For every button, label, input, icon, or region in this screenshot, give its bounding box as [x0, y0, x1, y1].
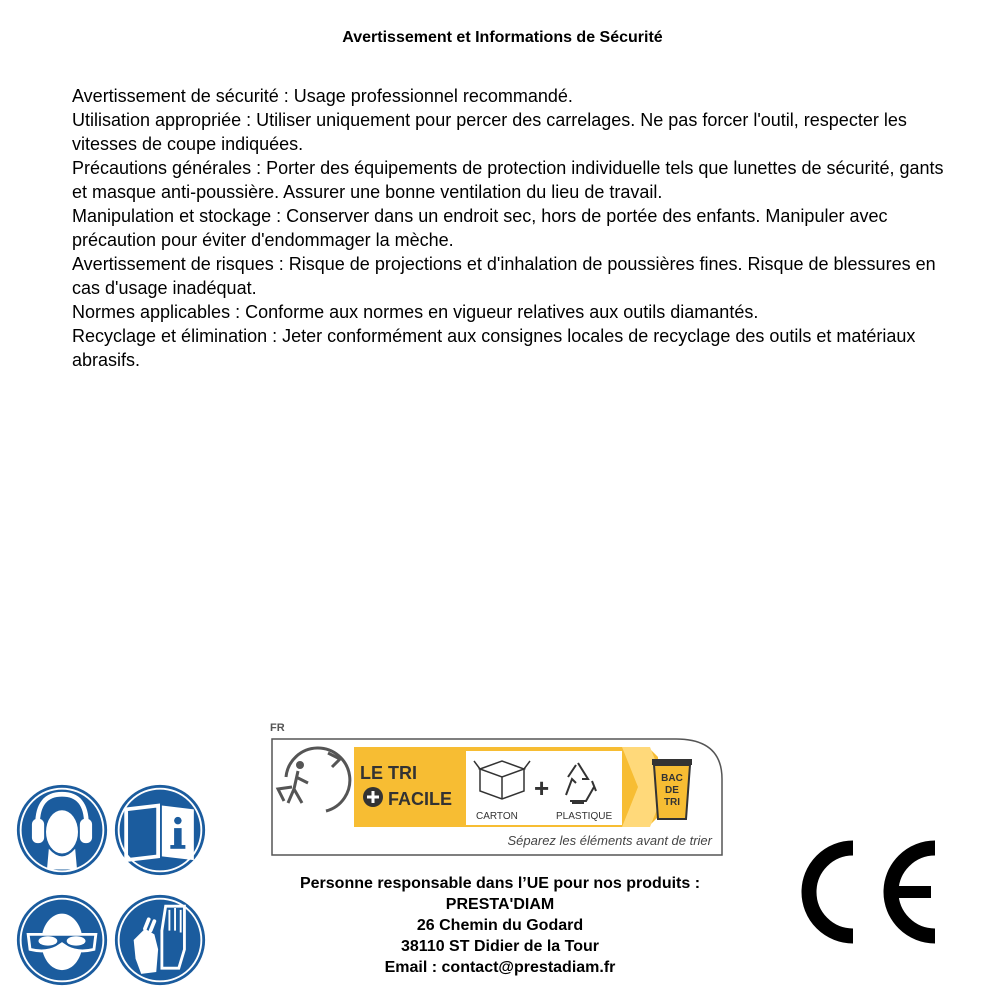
triman-line1: LE TRI — [360, 763, 417, 783]
gloves-icon — [113, 893, 207, 987]
triman-country-code: FR — [270, 722, 285, 734]
contact-email: Email : contact@prestadiam.fr — [384, 959, 616, 976]
triman-line2: FACILE — [388, 789, 453, 809]
bin-label-2: DE — [665, 785, 679, 796]
safety-text — [72, 84, 952, 372]
section-general-precautions: Précautions générales : Porter des équipements de protection individuelle tels que lunettes de sécurité, gants et masque anti-poussière. Assurer une bonne ventilation du lieu de travail. — [72, 158, 944, 202]
triman-item-plastique: PLASTIQUE — [556, 811, 613, 822]
address-street: 26 Chemin du Godard — [416, 917, 584, 934]
triman-figure-head — [296, 761, 304, 769]
address-city: 38110 ST Didier de la Tour — [401, 938, 599, 955]
plus-icon: + — [534, 773, 550, 803]
section-standards: Normes applicables : Conforme aux normes en vigueur relatives aux outils diamantés. — [72, 302, 759, 322]
read-manual-icon — [113, 783, 207, 877]
section-handling-storage: Manipulation et stockage : Conserver dans un endroit sec, hors de portée des enfants. Manipuler avec précaution pour éviter d'endommager la mèche. — [72, 206, 888, 250]
eye-protection-icon — [15, 893, 109, 987]
section-recycling: Recyclage et élimination : Jeter conformément aux consignes locales de recyclage des outils et matériaux abrasifs. — [72, 326, 916, 370]
triman-item-carton: CARTON — [476, 811, 518, 822]
responsible-person-heading: Personne responsable dans l’UE pour nos produits : — [299, 875, 701, 892]
section-risk-warning: Avertissement de risques : Risque de projections et d'inhalation de poussières fines. Risque de blessures en cas d'usage inadéquat. — [72, 254, 936, 298]
bin-label-1: BAC — [661, 773, 683, 784]
bin-label-3: TRI — [663, 797, 681, 808]
company-name: PRESTA'DIAM — [445, 896, 555, 913]
triman-footer-text: Séparez les éléments avant de trier — [507, 833, 712, 848]
responsible-person-block — [240, 873, 760, 978]
section-safety-warning: Avertissement de sécurité : Usage professionnel recommandé. — [72, 86, 573, 106]
section-appropriate-use: Utilisation appropriée : Utiliser uniquement pour percer des carrelages. Ne pas forcer l'outil, respecter les vitesses de coupe indiquées. — [72, 110, 907, 154]
ear-protection-icon — [15, 783, 109, 877]
ce-mark-icon — [795, 838, 941, 946]
page-title: Avertissement et Informations de Sécurité — [342, 29, 663, 46]
triman-recycling-logo — [266, 717, 726, 859]
